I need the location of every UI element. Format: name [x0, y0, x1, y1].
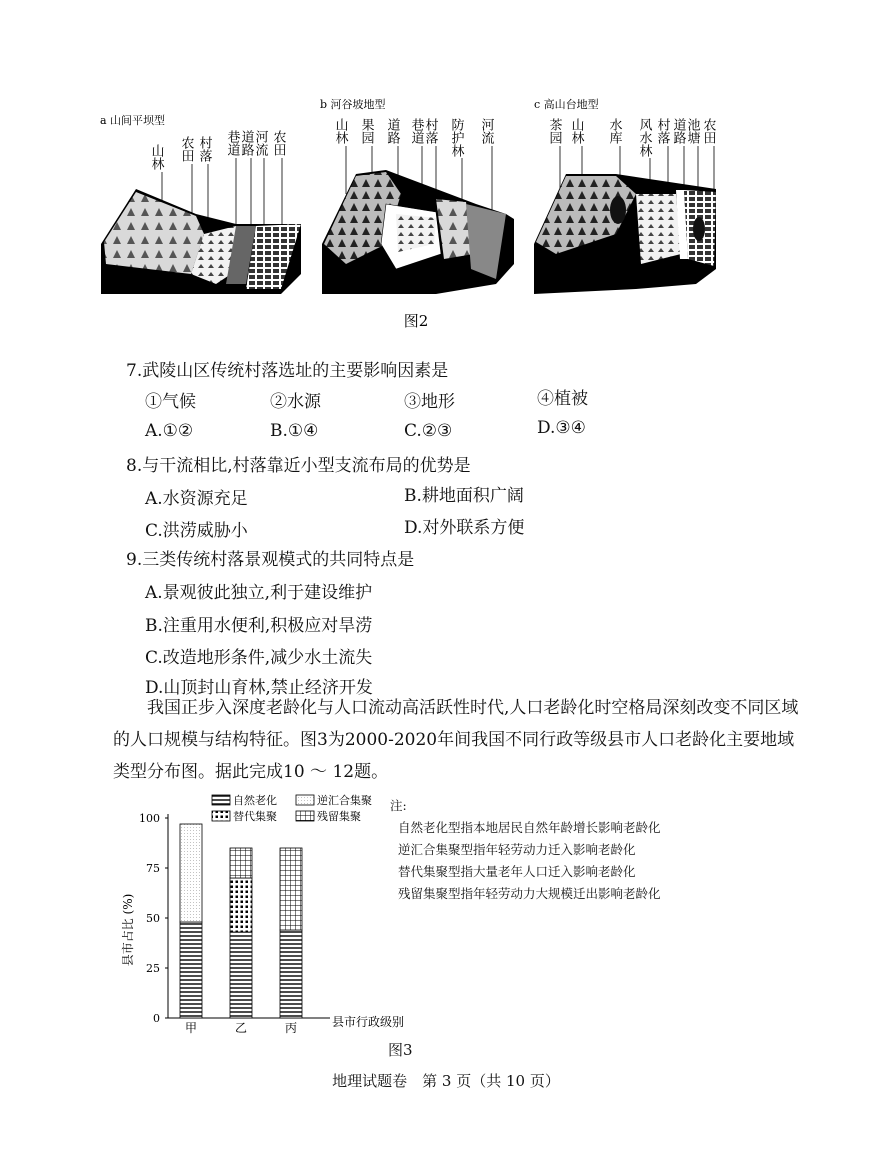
note-4: 残留集聚型指年轻劳动力大规模迁出影响老龄化 — [398, 886, 661, 901]
y-tick-label: 50 — [146, 912, 160, 925]
label: 山林 — [148, 144, 164, 170]
legend-swatch — [296, 795, 314, 805]
panel-b-title: b 河谷坡地型 — [320, 98, 386, 111]
q8-option-d[interactable]: D.对外联系方便 — [404, 518, 525, 538]
question-9-stem: 9.三类传统村落景观模式的共同特点是 — [126, 550, 415, 570]
q7-option-d[interactable]: D.③④ — [537, 418, 586, 438]
q8-option-b[interactable]: B.耕地面积广阔 — [404, 486, 524, 506]
q8-option-a[interactable]: A.水资源充足 — [145, 489, 248, 509]
q9-option-c[interactable]: C.改造地形条件,减少水土流失 — [145, 648, 373, 668]
label: 河流 — [252, 130, 268, 156]
label: 山林 — [568, 118, 584, 144]
label: 池塘 — [684, 118, 700, 144]
x-tick-label: 丙 — [284, 1021, 298, 1035]
note-1: 自然老化型指本地居民自然年龄增长影响老龄化 — [398, 820, 661, 835]
label: 村落 — [654, 118, 670, 144]
label: 道路 — [384, 118, 400, 144]
question-7-stem: 7.武陵山区传统村落选址的主要影响因素是 — [126, 361, 449, 381]
panel-c-title: c 高山台地型 — [534, 98, 599, 111]
label: 道路 — [670, 118, 686, 144]
y-tick-label: 75 — [146, 862, 160, 875]
figure-3-note — [390, 795, 661, 905]
chart-legend — [212, 793, 372, 823]
bar-segment — [230, 932, 252, 1018]
legend-label: 替代集聚 — [233, 810, 277, 823]
label: 水库 — [606, 118, 622, 144]
panel-a-labels — [149, 129, 287, 170]
bar-segment — [180, 824, 202, 922]
bar-segment — [280, 848, 302, 930]
label: 茶园 — [546, 118, 562, 144]
q7-option-a[interactable]: A.①② — [145, 421, 194, 441]
label: 村落 — [196, 136, 212, 162]
y-axis-label: 县市占比 (%) — [121, 893, 135, 967]
label: 山林 — [332, 118, 348, 144]
legend-label: 残留集聚 — [317, 810, 361, 823]
legend-swatch — [212, 811, 230, 821]
passage-text: 我国正步入深度老龄化与人口流动高活跃性时代,人口老龄化时空格局深刻改变不同区域的人口规模与结构特征。图3为2000-2020年间我国不同行政等级县市人口老龄化主要地域类型分布图。据此完成10 ～ 12题。 — [113, 698, 799, 782]
note-3: 替代集聚型指大量老年人口迁入影响老龄化 — [398, 864, 636, 879]
figure-2-landscape-diagrams — [96, 94, 736, 330]
x-axis-label: 县市行政级别 — [332, 1015, 405, 1029]
panel-b-labels — [333, 117, 495, 157]
page-footer: 地理试题卷 第 3 页（共 10 页） — [332, 1072, 560, 1090]
panel-a-title: a 山间平坝型 — [100, 114, 166, 127]
q7-option-b[interactable]: B.①④ — [270, 421, 319, 441]
label: 巷道 — [408, 118, 424, 144]
label: 果园 — [358, 118, 374, 144]
question-8-stem: 8.与干流相比,村落靠近小型支流布局的优势是 — [126, 456, 471, 476]
q9-option-a[interactable]: A.景观彼此独立,利于建设维护 — [145, 583, 373, 603]
q7-item-3: ③地形 — [404, 392, 455, 412]
q9-option-b[interactable]: B.注重用水便利,积极应对旱涝 — [145, 616, 373, 636]
note-2: 逆汇合集聚型指年轻劳动力迁入影响老龄化 — [398, 842, 636, 857]
x-tick-label: 乙 — [234, 1021, 248, 1035]
q7-item-2: ②水源 — [270, 392, 321, 412]
figure-2-caption: 图2 — [403, 312, 429, 330]
q7-item-4: ④植被 — [537, 389, 588, 409]
bar-segment — [280, 930, 302, 1018]
bar-segment — [180, 922, 202, 1018]
label: 村落 — [422, 118, 438, 144]
label: 河流 — [478, 118, 494, 144]
legend-label: 自然老化 — [233, 794, 277, 807]
label: 道路 — [238, 130, 254, 156]
legend-swatch — [296, 811, 314, 821]
panel-c-labels — [547, 117, 717, 157]
label: 农田 — [178, 136, 194, 162]
passage — [113, 692, 803, 788]
panel-b — [320, 97, 514, 294]
y-tick-label: 100 — [139, 812, 160, 825]
chart-bars — [180, 824, 302, 1035]
label: 风水林 — [636, 118, 652, 157]
panel-a — [100, 113, 301, 294]
bar-segment — [230, 848, 252, 878]
bar-segment — [230, 878, 252, 932]
y-tick-label: 25 — [146, 962, 160, 975]
q9-option-d[interactable]: D.山顶封山育林,禁止经济开发 — [145, 678, 373, 698]
x-tick-label: 甲 — [184, 1021, 198, 1035]
label: 巷道 — [224, 130, 240, 156]
note-title: 注: — [390, 798, 407, 813]
q7-option-c[interactable]: C.②③ — [404, 421, 453, 441]
label: 农田 — [700, 118, 716, 144]
label: 农田 — [270, 130, 286, 156]
legend-swatch — [212, 795, 230, 805]
figure-3-caption: 图3 — [388, 1041, 413, 1059]
q8-option-c[interactable]: C.洪涝威胁小 — [145, 521, 248, 541]
label: 防护林 — [448, 118, 464, 157]
legend-label: 逆汇合集聚 — [317, 794, 372, 807]
q7-item-1: ①气候 — [145, 392, 196, 412]
y-tick-label: 0 — [153, 1012, 160, 1025]
panel-c — [534, 97, 716, 294]
